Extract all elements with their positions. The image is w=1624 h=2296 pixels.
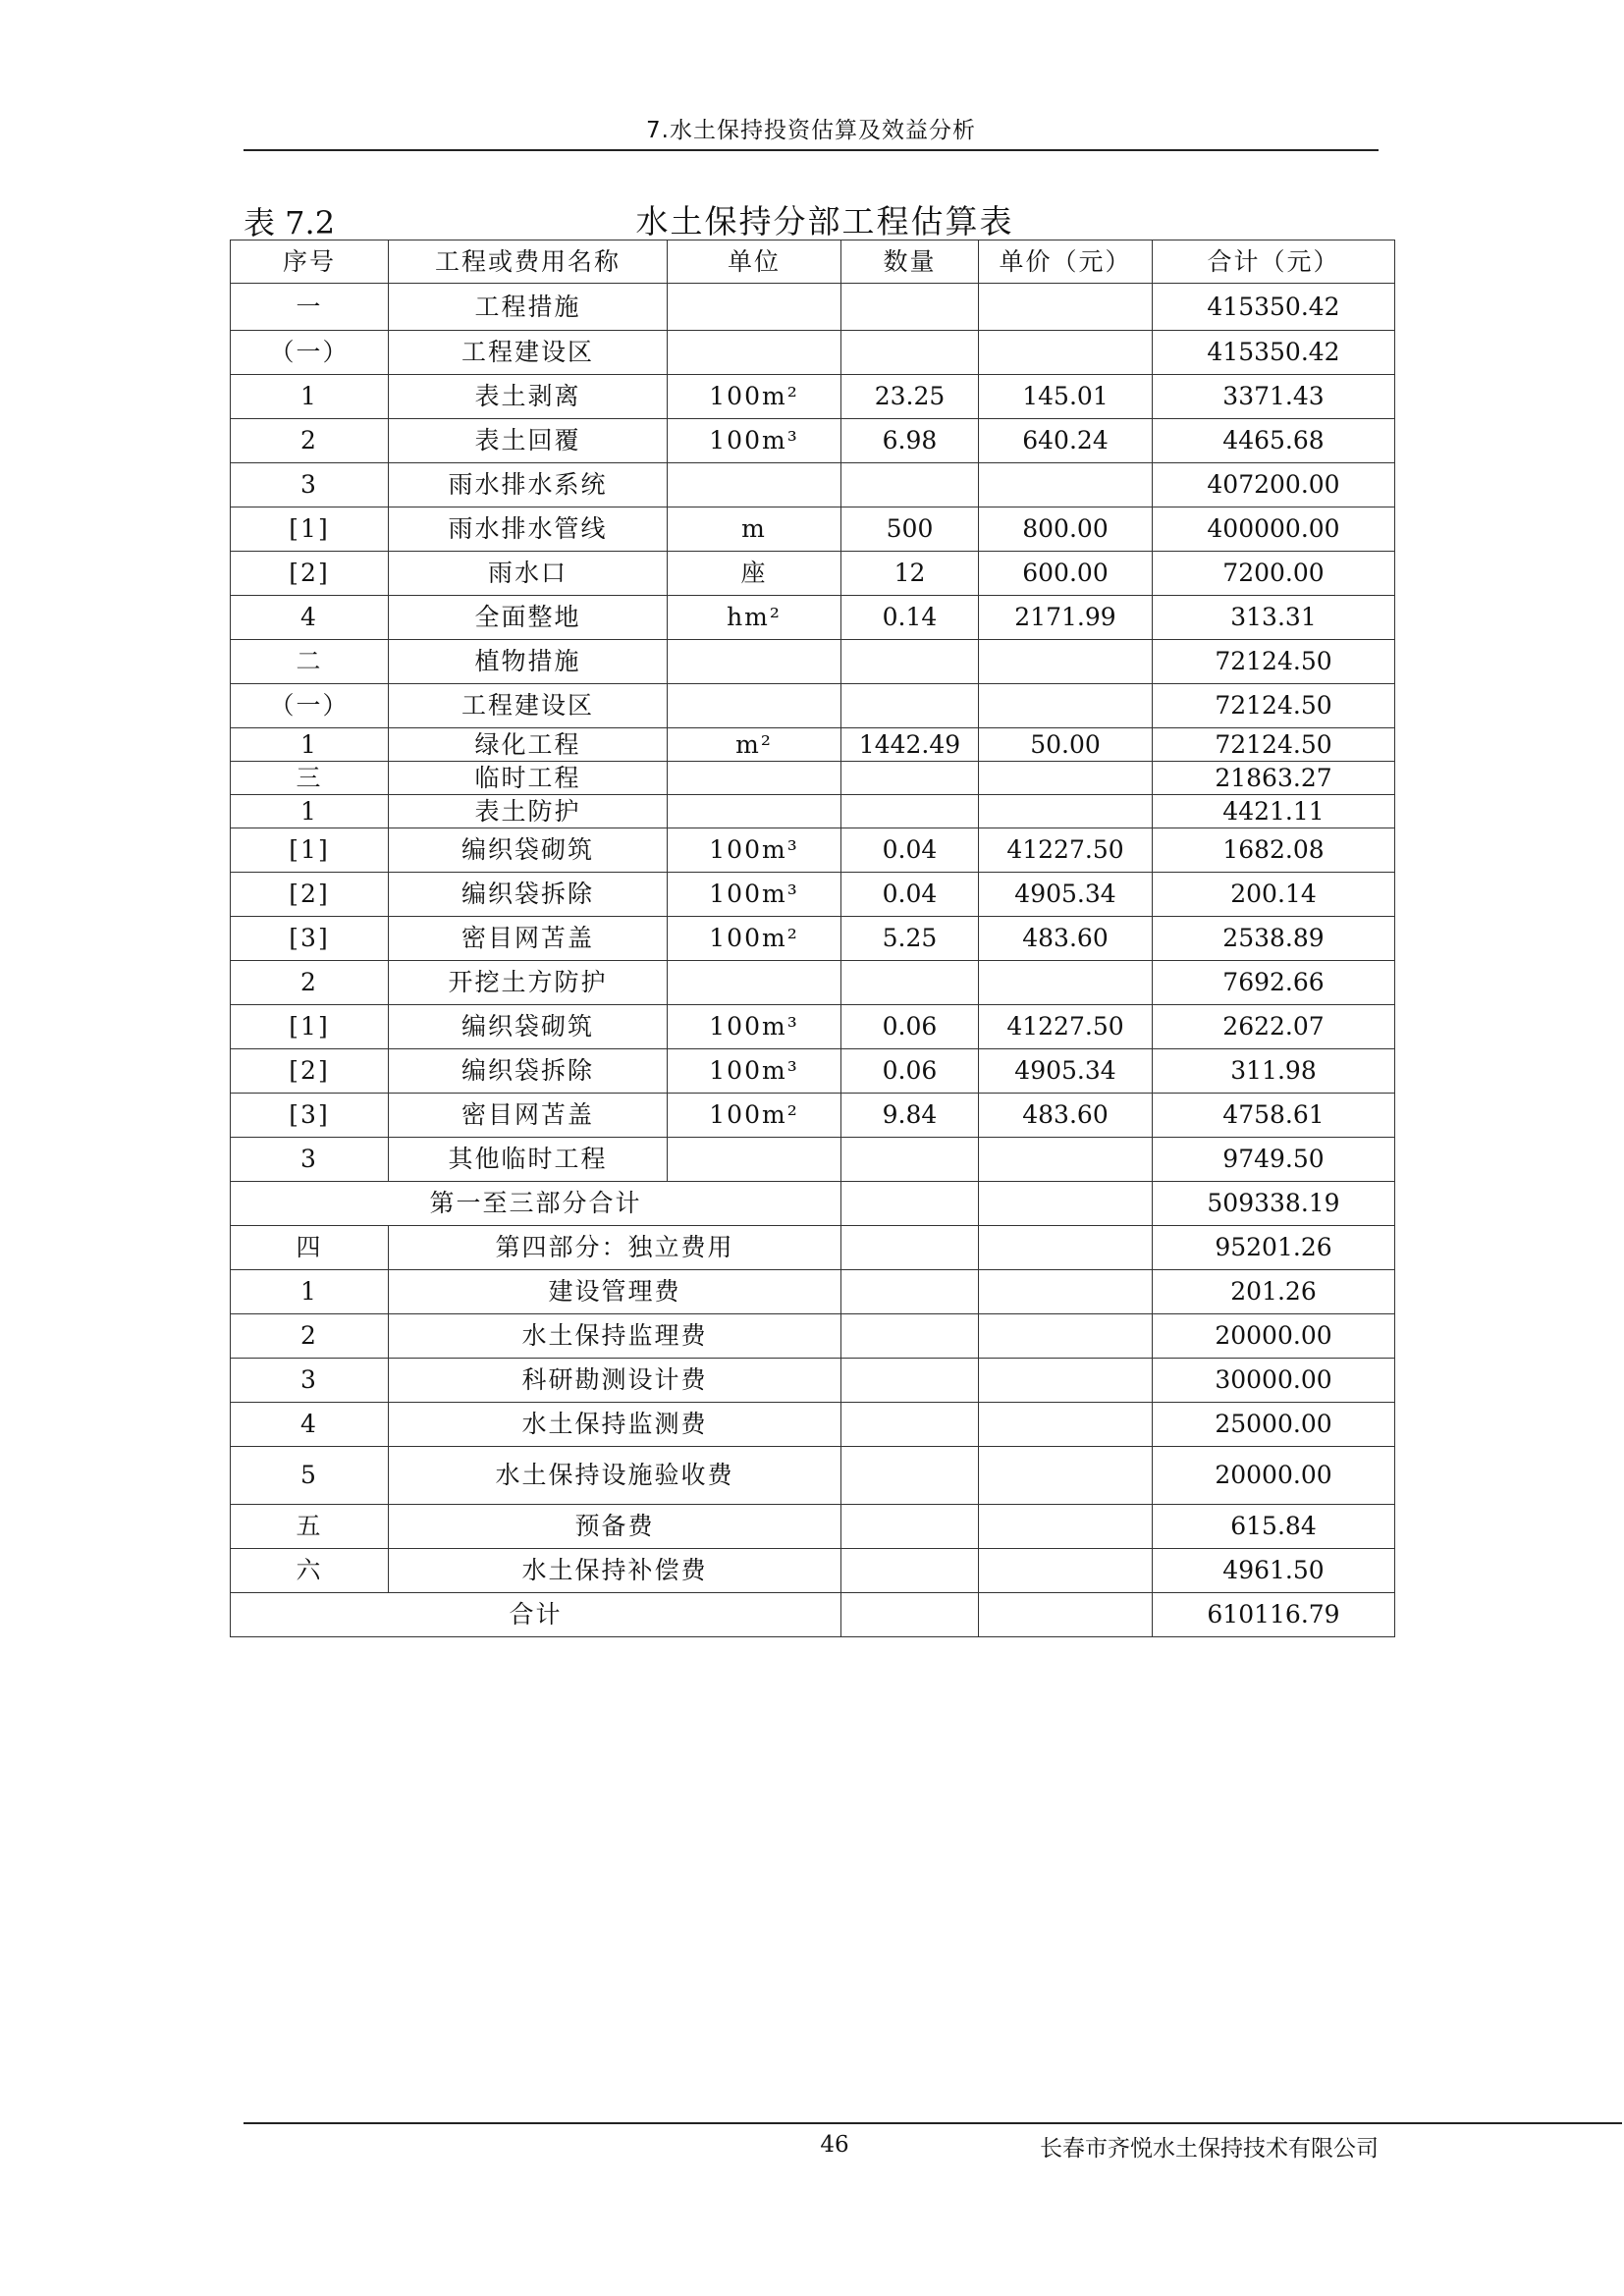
row-name: 密目网苫盖 <box>389 1094 668 1138</box>
row-total: 615.84 <box>1153 1505 1395 1549</box>
row-price <box>979 463 1153 507</box>
row-total: 25000.00 <box>1153 1403 1395 1447</box>
row-name: 第四部分：独立费用 <box>389 1226 841 1270</box>
row-unit <box>668 762 841 795</box>
row-no: [2] <box>231 873 389 917</box>
row-price <box>979 961 1153 1005</box>
row-qty <box>841 1270 979 1314</box>
grand-total-value: 610116.79 <box>1153 1593 1395 1637</box>
row-total: 20000.00 <box>1153 1314 1395 1359</box>
row-name: 编织袋拆除 <box>389 873 668 917</box>
table-header-row <box>231 240 1395 284</box>
row-no: 2 <box>231 961 389 1005</box>
row-unit: 100m³ <box>668 828 841 873</box>
subtotal-row <box>231 1182 1395 1226</box>
row-total: 2622.07 <box>1153 1005 1395 1049</box>
page-header-title: 7.水土保持投资估算及效益分析 <box>646 118 976 143</box>
row-qty <box>841 1403 979 1447</box>
row-unit: 100m² <box>668 1094 841 1138</box>
col-header-unit: 单位 <box>668 240 841 284</box>
row-total: 20000.00 <box>1153 1447 1395 1505</box>
table-row <box>231 1505 1395 1549</box>
table-row <box>231 596 1395 640</box>
row-price <box>979 795 1153 828</box>
row-qty: 0.06 <box>841 1005 979 1049</box>
row-unit: m² <box>668 728 841 762</box>
row-name: 表土剥离 <box>389 375 668 419</box>
table-row <box>231 1005 1395 1049</box>
row-unit: 100m³ <box>668 873 841 917</box>
row-price: 2171.99 <box>979 596 1153 640</box>
row-unit <box>668 1138 841 1182</box>
row-unit: 100m³ <box>668 1005 841 1049</box>
row-name: 表土防护 <box>389 795 668 828</box>
row-unit <box>668 795 841 828</box>
row-name: 水土保持监理费 <box>389 1314 841 1359</box>
grand-total-label: 合计 <box>231 1593 841 1637</box>
row-qty <box>841 1226 979 1270</box>
row-no: （一） <box>231 331 389 375</box>
row-total: 1682.08 <box>1153 828 1395 873</box>
row-price: 50.00 <box>979 728 1153 762</box>
row-qty <box>841 1505 979 1549</box>
row-no: 3 <box>231 1359 389 1403</box>
row-total: 3371.43 <box>1153 375 1395 419</box>
row-no: 六 <box>231 1549 389 1593</box>
row-total: 4961.50 <box>1153 1549 1395 1593</box>
table-row <box>231 1314 1395 1359</box>
subtotal-qty <box>841 1182 979 1226</box>
row-total: 21863.27 <box>1153 762 1395 795</box>
table-number: 表 7.2 <box>244 204 336 241</box>
row-qty <box>841 1314 979 1359</box>
table-row <box>231 873 1395 917</box>
row-price: 483.60 <box>979 917 1153 961</box>
row-total: 72124.50 <box>1153 684 1395 728</box>
row-no: [1] <box>231 1005 389 1049</box>
company-name: 长春市齐悦水土保持技术有限公司 <box>1040 2136 1379 2162</box>
row-price: 640.24 <box>979 419 1153 463</box>
row-total: 2538.89 <box>1153 917 1395 961</box>
row-no: [1] <box>231 828 389 873</box>
col-header-name: 工程或费用名称 <box>389 240 668 284</box>
row-no: [3] <box>231 1094 389 1138</box>
row-price <box>979 1270 1153 1314</box>
grand-total-price <box>979 1593 1153 1637</box>
row-qty: 23.25 <box>841 375 979 419</box>
subtotal-label: 第一至三部分合计 <box>231 1182 841 1226</box>
row-unit <box>668 284 841 331</box>
row-price <box>979 284 1153 331</box>
subtotal-total: 509338.19 <box>1153 1182 1395 1226</box>
row-qty <box>841 331 979 375</box>
table-row <box>231 1447 1395 1505</box>
row-no: 一 <box>231 284 389 331</box>
row-no: 二 <box>231 640 389 684</box>
row-qty <box>841 762 979 795</box>
table-row <box>231 507 1395 552</box>
row-total: 4465.68 <box>1153 419 1395 463</box>
col-header-price: 单价（元） <box>979 240 1153 284</box>
row-qty <box>841 1138 979 1182</box>
table-row <box>231 917 1395 961</box>
row-name: 全面整地 <box>389 596 668 640</box>
table-row <box>231 728 1395 762</box>
table-row <box>231 762 1395 795</box>
row-no: （一） <box>231 684 389 728</box>
row-price <box>979 762 1153 795</box>
row-qty: 6.98 <box>841 419 979 463</box>
table-row <box>231 552 1395 596</box>
row-name: 建设管理费 <box>389 1270 841 1314</box>
row-no: 3 <box>231 463 389 507</box>
row-total: 415350.42 <box>1153 284 1395 331</box>
row-no: [2] <box>231 1049 389 1094</box>
row-name: 水土保持监测费 <box>389 1403 841 1447</box>
row-unit <box>668 961 841 1005</box>
row-total: 95201.26 <box>1153 1226 1395 1270</box>
row-no: 五 <box>231 1505 389 1549</box>
row-qty: 500 <box>841 507 979 552</box>
row-price: 4905.34 <box>979 873 1153 917</box>
row-no: 三 <box>231 762 389 795</box>
row-name: 预备费 <box>389 1505 841 1549</box>
col-header-total: 合计（元） <box>1153 240 1395 284</box>
row-name: 编织袋砌筑 <box>389 1005 668 1049</box>
row-name: 雨水排水管线 <box>389 507 668 552</box>
row-no: 1 <box>231 795 389 828</box>
row-total: 201.26 <box>1153 1270 1395 1314</box>
row-unit <box>668 331 841 375</box>
row-unit: 100m³ <box>668 419 841 463</box>
row-qty <box>841 1549 979 1593</box>
table-row <box>231 284 1395 331</box>
row-qty: 0.06 <box>841 1049 979 1094</box>
row-price <box>979 1314 1153 1359</box>
row-price <box>979 640 1153 684</box>
table-row <box>231 640 1395 684</box>
row-unit <box>668 684 841 728</box>
row-price: 41227.50 <box>979 1005 1153 1049</box>
row-price <box>979 1359 1153 1403</box>
grand-total-qty <box>841 1593 979 1637</box>
row-price <box>979 1505 1153 1549</box>
row-no: 4 <box>231 596 389 640</box>
row-name: 工程建设区 <box>389 331 668 375</box>
row-unit <box>668 640 841 684</box>
row-name: 临时工程 <box>389 762 668 795</box>
row-name: 雨水排水系统 <box>389 463 668 507</box>
row-price: 600.00 <box>979 552 1153 596</box>
row-price: 800.00 <box>979 507 1153 552</box>
row-total: 30000.00 <box>1153 1359 1395 1403</box>
row-no: [2] <box>231 552 389 596</box>
col-header-no: 序号 <box>231 240 389 284</box>
row-qty <box>841 463 979 507</box>
row-unit: 100m³ <box>668 1049 841 1094</box>
row-total: 313.31 <box>1153 596 1395 640</box>
footer-rule <box>244 2122 1622 2124</box>
row-total: 7692.66 <box>1153 961 1395 1005</box>
row-no: 1 <box>231 375 389 419</box>
col-header-qty: 数量 <box>841 240 979 284</box>
row-name: 植物措施 <box>389 640 668 684</box>
row-qty <box>841 684 979 728</box>
row-total: 200.14 <box>1153 873 1395 917</box>
row-total: 311.98 <box>1153 1049 1395 1094</box>
row-price <box>979 1447 1153 1505</box>
row-price <box>979 1549 1153 1593</box>
row-total: 72124.50 <box>1153 640 1395 684</box>
table-row <box>231 1226 1395 1270</box>
subtotal-price <box>979 1182 1153 1226</box>
table-row <box>231 795 1395 828</box>
row-total: 7200.00 <box>1153 552 1395 596</box>
row-no: 2 <box>231 419 389 463</box>
row-qty <box>841 961 979 1005</box>
row-price <box>979 331 1153 375</box>
table-title: 水土保持分部工程估算表 <box>635 202 1014 240</box>
row-unit: m <box>668 507 841 552</box>
row-name: 编织袋砌筑 <box>389 828 668 873</box>
row-qty <box>841 640 979 684</box>
row-name: 绿化工程 <box>389 728 668 762</box>
row-qty: 0.14 <box>841 596 979 640</box>
row-qty: 1442.49 <box>841 728 979 762</box>
cost-estimate-table <box>230 240 1395 1637</box>
table-row <box>231 1270 1395 1314</box>
row-name: 工程措施 <box>389 284 668 331</box>
table-row <box>231 1549 1395 1593</box>
table-row <box>231 375 1395 419</box>
row-no: 1 <box>231 1270 389 1314</box>
row-unit: 座 <box>668 552 841 596</box>
row-name: 工程建设区 <box>389 684 668 728</box>
row-total: 4421.11 <box>1153 795 1395 828</box>
row-name: 编织袋拆除 <box>389 1049 668 1094</box>
table-row <box>231 1138 1395 1182</box>
table-row <box>231 1359 1395 1403</box>
row-no: [3] <box>231 917 389 961</box>
row-name: 雨水口 <box>389 552 668 596</box>
row-total: 9749.50 <box>1153 1138 1395 1182</box>
row-name: 其他临时工程 <box>389 1138 668 1182</box>
table-row <box>231 1049 1395 1094</box>
row-price <box>979 1138 1153 1182</box>
row-no: 1 <box>231 728 389 762</box>
row-qty <box>841 795 979 828</box>
row-unit <box>668 463 841 507</box>
row-unit: 100m² <box>668 375 841 419</box>
row-no: 4 <box>231 1403 389 1447</box>
row-price <box>979 684 1153 728</box>
row-total: 400000.00 <box>1153 507 1395 552</box>
row-total: 72124.50 <box>1153 728 1395 762</box>
row-no: 2 <box>231 1314 389 1359</box>
table-row <box>231 463 1395 507</box>
row-total: 415350.42 <box>1153 331 1395 375</box>
row-price: 145.01 <box>979 375 1153 419</box>
row-price <box>979 1403 1153 1447</box>
row-qty: 9.84 <box>841 1094 979 1138</box>
table-row <box>231 961 1395 1005</box>
table-row <box>231 331 1395 375</box>
row-qty: 0.04 <box>841 873 979 917</box>
row-name: 密目网苫盖 <box>389 917 668 961</box>
row-qty <box>841 1359 979 1403</box>
row-price: 41227.50 <box>979 828 1153 873</box>
row-total: 4758.61 <box>1153 1094 1395 1138</box>
row-name: 水土保持补偿费 <box>389 1549 841 1593</box>
row-no: 3 <box>231 1138 389 1182</box>
row-no: 四 <box>231 1226 389 1270</box>
row-price: 4905.34 <box>979 1049 1153 1094</box>
row-price <box>979 1226 1153 1270</box>
header-rule <box>244 149 1379 151</box>
row-unit: 100m² <box>668 917 841 961</box>
row-name: 科研勘测设计费 <box>389 1359 841 1403</box>
row-qty <box>841 1447 979 1505</box>
row-qty: 0.04 <box>841 828 979 873</box>
row-total: 407200.00 <box>1153 463 1395 507</box>
row-qty: 12 <box>841 552 979 596</box>
row-price: 483.60 <box>979 1094 1153 1138</box>
grand-total-row <box>231 1593 1395 1637</box>
row-name: 开挖土方防护 <box>389 961 668 1005</box>
table-row <box>231 1403 1395 1447</box>
table-row <box>231 419 1395 463</box>
row-qty: 5.25 <box>841 917 979 961</box>
row-name: 水土保持设施验收费 <box>389 1447 841 1505</box>
row-qty <box>841 284 979 331</box>
row-name: 表土回覆 <box>389 419 668 463</box>
table-row <box>231 684 1395 728</box>
row-unit: hm² <box>668 596 841 640</box>
page-number: 46 <box>820 2132 849 2158</box>
table-row <box>231 828 1395 873</box>
row-no: [1] <box>231 507 389 552</box>
row-no: 5 <box>231 1447 389 1505</box>
table-row <box>231 1094 1395 1138</box>
